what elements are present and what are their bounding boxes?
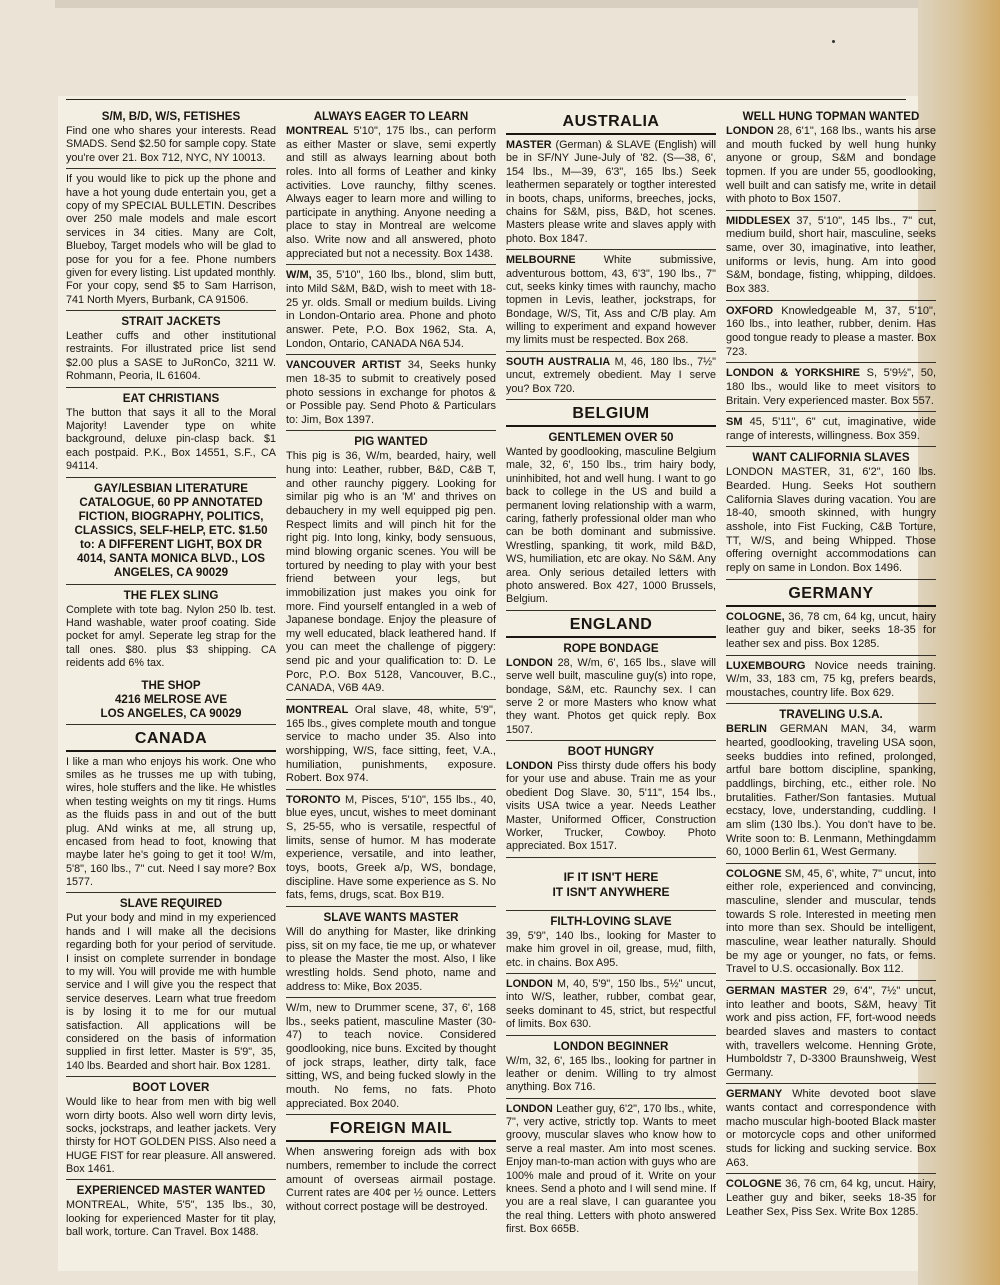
ad-body (286, 1002, 496, 1111)
section-heading: CANADA (66, 729, 276, 752)
ad-body (66, 756, 276, 890)
classified-ad (66, 173, 276, 311)
ad-lead-word: COLOGNE, (726, 610, 785, 623)
classified-ad (726, 611, 936, 656)
ad-text: S, 5'9½", 50, 180 lbs., would like to meet visitors to Britain. Very experienced master. Box 557. (726, 367, 937, 407)
ad-text: White devoted boot slave wants contact and correspondence with macho muscular high-booted Black master or motorcycle cops and other uniformed studs for licking and sucking service. Box A63. (726, 1088, 936, 1169)
classified-ad (506, 745, 716, 858)
ad-lead-word: MELBOURNE (506, 254, 576, 267)
ad-text: W/m, 32, 6', 165 lbs., looking for partner in leather or denim. Willing to try almost anything. Box 716. (506, 1054, 716, 1094)
ink-speck (832, 40, 835, 43)
classified-ad (506, 1040, 716, 1099)
top-rule (66, 99, 906, 100)
section-heading: ENGLAND (506, 615, 716, 638)
ad-body (726, 125, 936, 207)
ad-text: 39, 5'9", 140 lbs., looking for Master to make him grovel in oil, grease, mud, filth, etc. in chains. Box A95. (506, 929, 716, 969)
classified-ad (66, 392, 276, 478)
classified-ad (286, 359, 496, 431)
classified-ad (506, 254, 716, 352)
classified-ad (286, 1002, 496, 1115)
ad-body (66, 407, 276, 474)
ad-lead-word: COLOGNE (726, 867, 782, 880)
ad-body (506, 1103, 716, 1237)
ad-body (726, 1178, 936, 1219)
banner-line: IF IT ISN'T HERE (563, 869, 659, 884)
classified-ad (726, 367, 936, 412)
classified-ad (726, 660, 936, 705)
ad-text: Leather cuffs and other institutional restraints. For illustrated price list send $2.00 plus a SASE to JuRonCo, 3211 W. Rohmann, Peoria, IL 61604. (66, 330, 276, 383)
ad-lead-word: MONTREAL (286, 703, 349, 716)
ad-heading: LONDON BEGINNER (553, 1039, 669, 1053)
classified-ad (506, 1103, 716, 1240)
ad-lead-word: LONDON (506, 656, 553, 669)
ad-text: Leather guy, 6'2", 170 lbs., white, 7", very active, strictly top. Wants to meet groovy, muscular slaves who know how to serve a real master. Am into most scenes. Enjoy man-to-man action with guys who are 100% male and proud of it. Write on your knees. Send a photo and I will send mine. If you are a real slave, I can guarantee you the real thing. Letters with photo answered first. Box 665B. (506, 1102, 716, 1236)
classified-ad (726, 868, 936, 981)
classified-ad (726, 1088, 936, 1174)
column-3 (506, 110, 716, 1244)
ad-lead-word: W/M, (286, 269, 312, 282)
ad-text: White submissive, adventurous bottom, 43, 6'3", 190 lbs., 7" cut, seeks kinky times with raunchy, macho topmen in Levis, leather, jockstraps, for Bondage, W/S, Tit, Ass and C/B play. Am willing to experiment and expand however my limits must be respected. Box 268. (506, 254, 716, 347)
ad-heading: FILTH-LOVING SLAVE (550, 914, 672, 928)
ad-heading: BOOT HUNGRY (567, 745, 655, 759)
ad-text: Knowledgeable M, 37, 5'10", 160 lbs., into leather, rubber, denim. Has good tongue ready to please a master. Box 723. (726, 304, 936, 358)
ad-text: SM, 45, 6', white, 7" uncut, into either role, experienced and convincing, masculine, slender and muscular, tends towards S role. Interested in meeting men into more than sex. Should be intelligent, masculine, wear leather naturally. Should be my age or younger, no fats, or fems. Travel to U.S. occasionally. Box 112. (726, 867, 936, 976)
ad-text: I like a man who enjoys his work. One who smiles as he trusses me up with tubing, wires, hole stuffers and the like. He whistles when testing weights on my tit rings. Hums as the fluids pass in and out of the butt plug. ANd winks at me, all strung up, encased from head to foot, knowing that maybe later he's going to get it too! W/m, 5'8", 160 lbs., 7" cut. Need I say more? Box 1577. (66, 755, 276, 889)
ad-text: 34, Seeks hunky men 18-35 to submit to creatively posed photo sessions in exchange for photos & or Possible pay. Send Photo & Particulars to: Jim, Box 1397. (286, 359, 496, 426)
classified-ad (506, 978, 716, 1036)
classified-ad (66, 897, 276, 1077)
ad-body (726, 868, 936, 977)
section-heading: FOREIGN MAIL (286, 1119, 496, 1142)
ad-text: This pig is 36, W/m, bearded, hairy, well hung into: Leather, rubber, B&D, C&B T, and other raunchy piggery. Looking for similar pig who is an 'M' and thrives on debauchery in my well equipped pig pen. Respect limits and will pinch hit for the right pig. Into long, kinky, body sensuous, mind blowing organic scenes. You will be tortured by needing to play with your best friend between your legs, but immobilization just makes you oink for more. Find yourself entangled in a web of Japanese bondage. Enjoy the pleasure of my well educated, black leathered hand. If you can meet the challenge of piggery: send pic and your qualification to: D. Le Porc, P.O. Box 5128, Vancouver, B.C., CANADA, V6B 4A9. (286, 450, 496, 695)
ad-lead-word: MONTREAL (286, 125, 349, 137)
ad-body (726, 985, 936, 1080)
classified-ad (66, 315, 276, 388)
ad-heading: STRAIT JACKETS (121, 315, 221, 329)
classified-ad (726, 416, 936, 447)
shop-line: LOS ANGELES, CA 90029 (100, 706, 242, 720)
ad-body (286, 450, 496, 696)
ad-lead-word: LONDON & YORKSHIRE (726, 367, 861, 380)
classified-ad (66, 589, 276, 725)
ad-text: If you would like to pick up the phone and have a hot young dude entertain you, get a copy of my SPECIAL BULLETIN. Describes over 250 male models and male escort services in 34 cities. Many are Colt, Blueboy, Target models who will be glad to pose for you for a fee. Phone numbers given for every listing. List updated monthly. For your copy, send $5 to Sam Harrison, 741 North Myers, Burbank, CA 91506. (66, 173, 276, 306)
ad-lead-word: MIDDLESEX (726, 214, 791, 227)
classified-ad (726, 1178, 936, 1222)
ad-body (286, 359, 496, 427)
ad-lead-word: GERMANY (726, 1088, 783, 1101)
ad-heading: EAT CHRISTIANS (122, 391, 220, 405)
shop-line: 4216 MELROSE AVE (114, 692, 228, 706)
ad-text: 36, 76 cm, 64 kg, uncut. Hairy, Leather guy and biker, seeks 18-35 for Leather Sex, Piss Sex. Write Box 1285. (726, 1178, 936, 1218)
classified-ad (286, 110, 496, 265)
classified-ad (66, 1081, 276, 1180)
ad-text: Complete with tote bag. Nylon 250 lb. test. Hand washable, water proof coating. Side pocket for amyl. Seperate leg strap for the tall ones. $80. plus $3 shipping. CA reidents add 6% tax. (66, 603, 276, 670)
classified-ad (286, 1146, 496, 1217)
classified-ad (726, 451, 936, 579)
classified-ad (726, 215, 936, 301)
ad-text: 35, 5'10", 160 lbs., blond, slim butt, into Mild S&M, B&D, wish to meet with 18-25 yr. olds. Small or medium builds. Living in London-Ontario area. Phone and photo answer. Pete, P.O. Box 1962, Sta. A, London, Ontario, CANADA N6A 5J4. (286, 269, 496, 350)
ad-text: Novice needs training. W/m, 33, 183 cm, 75 kg, prefers beards, moustaches, country life. Box 629. (726, 659, 936, 699)
shop-address (66, 679, 276, 721)
ad-text: 45, 5'11", 6" cut, imaginative, wide range of interests, willingness. Box 359. (726, 416, 936, 442)
classified-ad (286, 435, 496, 700)
ad-lead-word: OXFORD (726, 304, 774, 317)
ad-text: 28, W/m, 6', 165 lbs., slave will serve well built, masculine guy(s) into rope, bondage, S&M, etc. Raunchy sex. I can serve 2 or more Masters who know what they want. Photos get quick reply. Box 1507. (506, 656, 716, 736)
ad-text: 5'10", 175 lbs., can perform as either Master or slave, semi expertly and still as always learning about both roles. Into all forms of Leather and kinky activities. Love raunchy, filthy scenes. Always eager to learn more and willing to participate in anything. Anyone needing a place to stay in Montreal are welcome also. Write now and all answered, photo appreciated but not a necessity. Box 1438. (286, 125, 496, 260)
ad-body (726, 466, 936, 575)
ad-body (66, 173, 276, 307)
ad-body (66, 1096, 276, 1176)
ad-body (726, 305, 936, 360)
ad-body (66, 1199, 276, 1239)
ad-lead-word: LONDON (506, 977, 553, 990)
ad-body (286, 926, 496, 994)
ad-text: 36, 78 cm, 64 kg, uncut, hairy leather guy and biker, seeks 18-35 for leather sex and piss. Box 1285. (726, 610, 936, 650)
ad-body (506, 978, 716, 1032)
ad-body (506, 139, 716, 246)
ad-body (286, 125, 496, 261)
column-1 (66, 110, 276, 1247)
classified-ad (726, 985, 936, 1084)
ad-body (726, 723, 936, 859)
ad-text: Find one who shares your interests. Read SMADS. Send $2.50 for sample copy. State you're over 21. Box 712, NYC, NY 10013. (66, 125, 276, 164)
classified-ad (286, 794, 496, 907)
ad-heading: BOOT LOVER (132, 1081, 210, 1095)
ad-text: Oral slave, 48, white, 5'9", 165 lbs., gives complete mouth and tongue service to macho under 35. Also into worshipping, W/S, face sitting, feet, V.A., humiliation, punishments, exposure. Robert. Box 974. (286, 703, 496, 785)
ad-heading: WELL HUNG TOPMAN WANTED (742, 110, 920, 123)
ad-text: W/m, new to Drummer scene, 37, 6', 168 lbs., seeks patient, masculine Master (30-47) to teach novice. Considered goodlooking, nice buns. Excited by thought of jock straps, leather, dirty talk, face sitting, WS, and being fucked slowly in the mouth. No fems, no fats. Photo appreciated. Box 2040. (286, 1002, 496, 1110)
classified-ad (506, 915, 716, 974)
column-4 (726, 110, 936, 1226)
ad-heading: ALWAYS EAGER TO LEARN (313, 110, 469, 123)
ad-lead-word: TORONTO (286, 793, 341, 806)
classified-ad (66, 482, 276, 585)
ad-text: Put your body and mind in my experienced hands and I will make all the decisions regarding both for your period of servitude. I insist on complete surrender in bondage to my will. You will provide me with humble service and I will give you the respect that service deserves. Learn what true freedom is by losing it to me for our mutual satisfaction. All applications will be considered on the basis of information supplied in first letter. Master is 5'9", 35, 140 lbs. Bearded and short hair. Box 1281. (66, 912, 276, 1072)
section-heading: AUSTRALIA (506, 112, 716, 135)
ad-heading: WANT CALIFORNIA SLAVES (752, 451, 910, 465)
banner-block (506, 862, 716, 911)
ad-body (726, 416, 936, 443)
ad-text: M, Pisces, 5'10", 155 lbs., 40, blue eyes, uncut, wishes to meet dominant S, 25-55, who is versatile, respectful of limits, sense of humor. M has moderate experience, versatile, and into leather, toys, boots, Greek a/p, WS, bondage, discipline. Have some experience as S. No fats, fems, drugs, scat. Box B19. (286, 793, 496, 902)
ad-text: M, 40, 5'9", 150 lbs., 5½" uncut, into W/S, leather, rubber, combat gear, seeks dominant to 45, strict, but respectful of limits. Box 630. (506, 977, 716, 1031)
ad-lead-word: SOUTH AUSTRALIA (506, 355, 611, 368)
ad-lead-word: COLOGNE (726, 1178, 782, 1191)
shop-line: THE SHOP (141, 678, 201, 692)
ad-text: When answering foreign ads with box numbers, remember to include the correct amount of overseas airmail postage. Current rates are 40¢ per ½ ounce. Letters without correct postage will be destroyed. (286, 1146, 496, 1213)
ad-text: GERMAN MAN, 34, warm hearted, goodlooking, traveling USA soon, seeks buddies into refined, prolonged, artful bare bottom discipline, spanking, paddlings, birching, etc., either role. No brutalities. Father/Son fantasies. Mutual ecstacy, love, understanding, cuddling. I am slim (130 lbs.). You don't have to be. Write soon to: B. Lenmann, Methingdamm 60, 1000 Berlin 61, West Germany. (726, 723, 936, 859)
ad-heading: TRAVELING U.S.A. (779, 708, 883, 722)
ad-text: Will do anything for Master, like drinking piss, sit on my face, tie me up, or whatever to please the Master the most. Also, I like wrestling holds. Send photo, name and address to: Mike, Box 2035. (286, 925, 496, 993)
column-2 (286, 110, 496, 1221)
ad-body (506, 657, 716, 737)
classified-ad (286, 911, 496, 998)
ad-body (726, 611, 936, 652)
ad-lead-word: LONDON (506, 1102, 553, 1115)
ad-lead-word: MASTER (506, 139, 552, 151)
classified-ad (726, 708, 936, 863)
ad-text: 28, 6'1", 168 lbs., wants his arse and mouth fucked by well hung hunky anyone or group, S&M and bondage topmen. If you are under 55, goodlooking, well built and can satisfy me, write in detail with photo to Box 1507. (726, 125, 936, 206)
ad-body (66, 604, 276, 671)
classified-ad (66, 110, 276, 169)
classified-ad (66, 756, 276, 894)
ad-body (506, 930, 716, 970)
ad-body (286, 794, 496, 903)
ad-heading: THE FLEX SLING (123, 588, 219, 602)
classified-ad (506, 356, 716, 400)
ad-text: The button that says it all to the Moral Majority! Lavender type on white background, deluxe pin-clasp back. $1 each postpaid. P.K., Box 14551, S.F., CA 94114. (66, 406, 276, 473)
ad-body (726, 367, 936, 408)
ad-body (506, 356, 716, 396)
ad-body (66, 912, 276, 1073)
section-heading: GERMANY (726, 584, 936, 607)
ad-heading: EXPERIENCED MASTER WANTED (76, 1184, 266, 1198)
ad-text: MONTREAL, White, 5'5", 135 lbs., 30, looking for experienced Master for tit play, ball work, torture. Can Travel. Box 1488. (66, 1199, 276, 1239)
ad-body (726, 215, 936, 297)
ad-body (506, 1055, 716, 1095)
ad-text: LONDON MASTER, 31, 6'2", 160 lbs. Bearded. Hung. Seeks Hot southern California Slaves during vacation. You are 18-40, smooth skinned, with hungry asshole, into Fist Fucking, C&B Torture, TT, W/S, and being Whipped. Those offering overnight accommodations can reply on same in London. Box 1496. (726, 466, 936, 574)
ad-lead-word: LUXEMBOURG (726, 659, 806, 672)
ad-body (66, 330, 276, 384)
ad-lead-word: LONDON (726, 125, 774, 137)
ad-heading: S/M, B/D, W/S, FETISHES (101, 110, 241, 123)
ad-text: 29, 6'4", 7½" uncut, into leather and boots, S&M, heavy Tit work and piss action, FF, fort-wood needs bearded slaves and masters to contact with, travellers welcome. Henning Grote, Humboldstr 7, D-3300 Braunshweig, West Germany. (726, 984, 936, 1079)
ad-body (286, 1146, 496, 1214)
ad-lead-word: LONDON (506, 760, 553, 773)
ad-body (506, 254, 716, 348)
classified-ad (726, 305, 936, 364)
ad-heading: PIG WANTED (354, 435, 428, 449)
ad-text: (German) & SLAVE (English) will be in SF/NY June-July of '82. (S—38, 6', 154 lbs., M—39, 6'3", 165 lbs.) Seek leathermen separately or togther interested in boots, chaps, uniforms, breeches, jocks, chains for S&M, piss, B&D, hot scenes. Masters please write and slaves apply with photo. Box 1847. (506, 139, 716, 245)
ad-heading: GENTLEMEN OVER 50 (548, 431, 674, 445)
banner-line: IT ISN'T ANYWHERE (552, 884, 670, 899)
classified-ad (66, 1184, 276, 1242)
ad-text: Wanted by goodlooking, masculine Belgium male, 32, 6', 150 lbs., trim hairy body, uninhibited, hot and well hung. I want to go back to college in the US and build a permanent loving relationship with a warm, caring, fatherly professional older man who can be both dominant and submissive. Wrestling, spanking, tit work, mild B&D, WS, humiliation, etc are okay. No S&M. Any area. Only serious detailed letters with photo answered. Box 427, 1000 Brussels, Belgium. (506, 446, 716, 606)
ad-body (726, 660, 936, 701)
ad-heading: ROPE BONDAGE (563, 641, 659, 655)
classified-ad (286, 704, 496, 790)
section-heading: BELGIUM (506, 404, 716, 427)
scan-top-edge (55, 0, 1000, 8)
ad-text: Would like to hear from men with big well worn dirty boots. Also well worn dirty levis, socks, jockstraps, and leather jackets. Very thirsty for HOT GOLDEN PISS. Also need a HUGE FIST for rear pleasure. All answered. Box 1461. (66, 1096, 276, 1176)
classified-ad (726, 110, 936, 211)
ad-text: Piss thirsty dude offers his body for your use and abuse. Train me as your obedient Dog Slave. 30, 5'11", 154 lbs., visits USA twice a year. Needs Leather Master, Uniformed Officer, Construction Worker, Trucker, Cowboy. Photo appreciated. Box 1517. (506, 760, 716, 853)
ad-body (726, 1088, 936, 1170)
classified-ad (506, 431, 716, 611)
ad-lead-word: BERLIN (726, 723, 767, 736)
ad-lead-word: VANCOUVER ARTIST (286, 359, 402, 372)
classified-ad (286, 269, 496, 355)
ad-heading: SLAVE REQUIRED (119, 897, 223, 911)
classified-ad (506, 642, 716, 741)
ad-body (506, 446, 716, 607)
classified-ad (506, 139, 716, 250)
ad-lead-word: GERMAN MASTER (726, 984, 828, 997)
ad-heading: GAY/LESBIAN LITERATURE CATALOGUE, 60 PP ANNOTATED FICTION, BIOGRAPHY, POLITICS, CLASSICS, SELF-HELP, ETC. $1.50 to: A DIFFERENT LIGHT, BOX DR 4014, SANTA MONICA BLVD., LOS ANGELES, CA 90029 (74, 481, 268, 579)
ad-body (286, 269, 496, 351)
ad-body (286, 704, 496, 786)
ad-lead-word: SM (726, 416, 743, 429)
ad-body (506, 760, 716, 854)
ad-heading: SLAVE WANTS MASTER (323, 910, 459, 924)
ad-body (66, 125, 276, 165)
ad-text: M, 46, 180 lbs., 7½" uncut, extremely obedient. May I serve you? Box 720. (506, 355, 716, 395)
ad-text: 37, 5'10", 145 lbs., 7" cut, medium build, short hair, masculine, seeks same, over 30, imaginative, into leather, uniforms or levis, hung. Am into good S&M, bondage, fisting, whipping, dildoes. Box 383. (726, 214, 936, 296)
